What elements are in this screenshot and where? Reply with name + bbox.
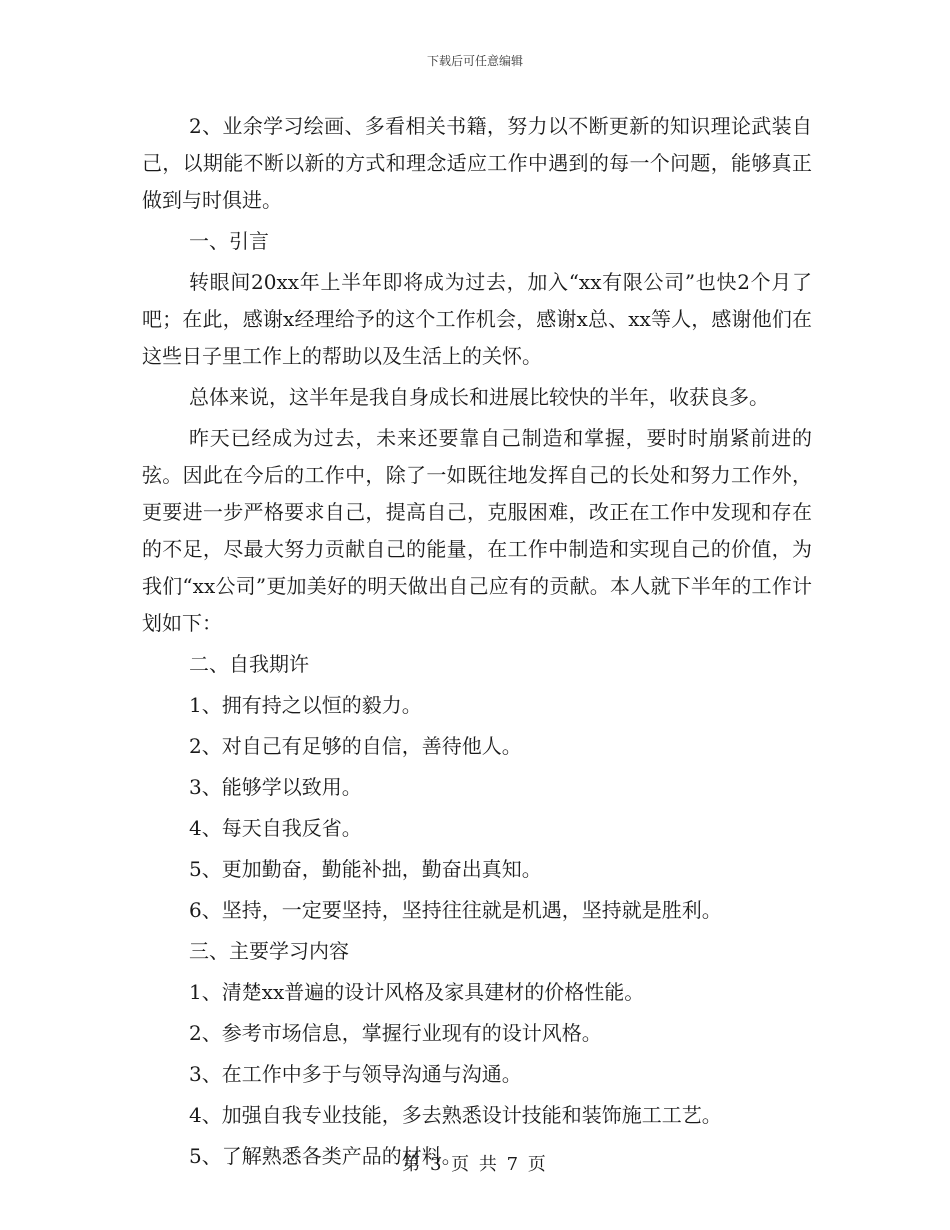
list-item: 1、清楚xx普遍的设计风格及家具建材的价格性能。	[189, 980, 645, 1004]
list-item: 5、了解熟悉各类产品的材料。	[189, 1144, 462, 1168]
section-heading: 一、引言	[189, 229, 269, 253]
paragraph: 昨天已经成为过去，未来还要靠自己制造和掌握，要时时崩紧前进的弦。因此在今后的工作中，除了一如既往地发挥自己的长处和努力工作外，更要进一步严格要求自己，提高自己，克服困难，改正在工作中发现和存在的不足，尽最大努力贡献自己的能量，在工作中制造和实现自己的价值，为我们“xx公司”更加美好的明天做出自己应有的贡献。本人就下半年的工作计划如下：	[142, 426, 812, 635]
section-heading: 二、自我期许	[189, 652, 309, 676]
list-item: 2、对自己有足够的自信，善待他人。	[189, 734, 522, 758]
list-item: 3、在工作中多于与领导沟通与沟通。	[189, 1062, 522, 1086]
list-item: 5、更加勤奋，勤能补拙，勤奋出真知。	[189, 857, 542, 881]
list-item: 4、每天自我反省。	[189, 816, 362, 840]
section-heading: 三、主要学习内容	[189, 939, 349, 963]
list-item: 2、参考市场信息，掌握行业现有的设计风格。	[189, 1021, 602, 1045]
page-header: 下载后可任意编辑	[426, 54, 523, 68]
list-item: 6、坚持，一定要坚持，坚持往往就是机遇，坚持就是胜利。	[189, 898, 722, 922]
paragraph: 总体来说，这半年是我自身成长和进展比较快的半年，收获良多。	[189, 385, 769, 409]
paragraph: 2、业余学习绘画、多看相关书籍，努力以不断更新的知识理论武装自己，以期能不断以新的方式和理念适应工作中遇到的每一个问题，能够真正做到与时俱进。	[142, 114, 812, 212]
list-item: 4、加强自我专业技能，多去熟悉设计技能和装饰施工工艺。	[189, 1103, 722, 1127]
list-item: 1、拥有持之以恒的毅力。	[189, 693, 422, 717]
document-body	[142, 108, 812, 1179]
page-footer: 第 3 页 共 7 页	[402, 1154, 548, 1175]
paragraph: 转眼间20xx年上半年即将成为过去，加入“xx有限公司”也快2个月了吧；在此，感谢x经理给予的这个工作机会，感谢x总、xx等人，感谢他们在这些日子里工作上的帮助以及生活上的关怀。	[142, 270, 812, 368]
list-item: 3、能够学以致用。	[189, 775, 362, 799]
